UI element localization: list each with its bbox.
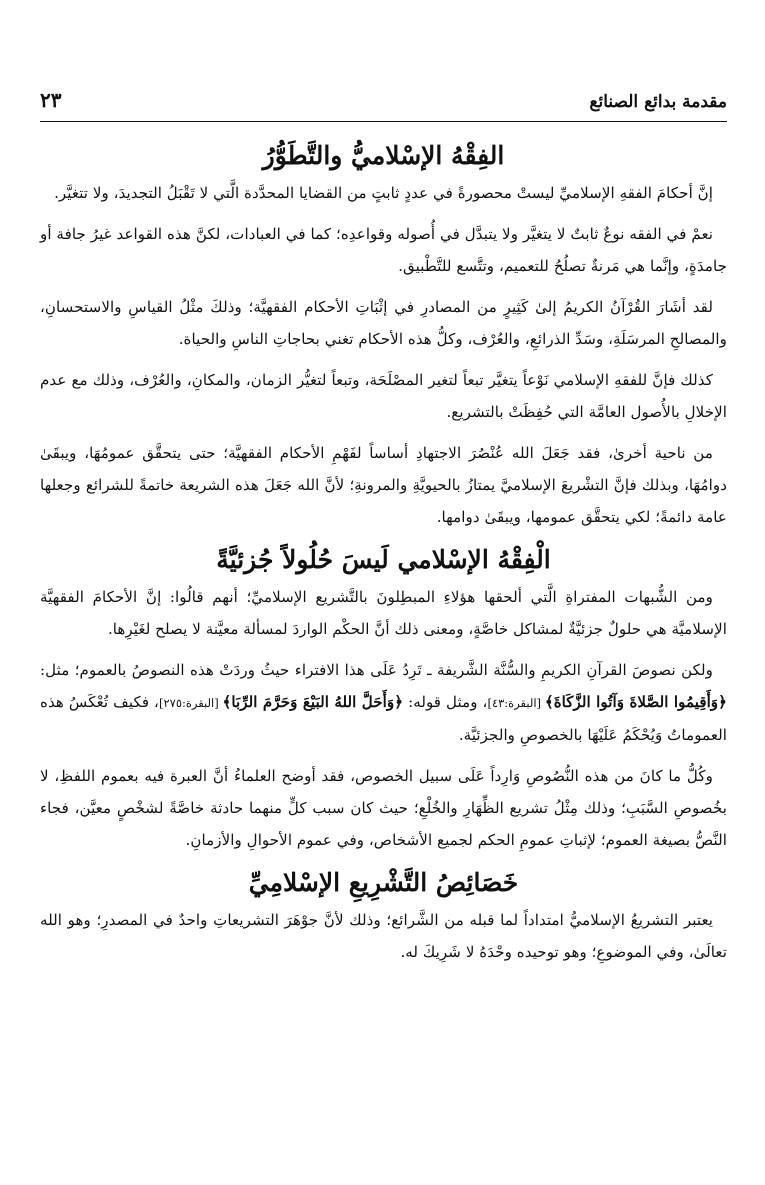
paragraph: من ناحية أخرىٰ، فقد جَعَلَ الله عُنْصُرَ الاجتهادِ أساساً لفَهْمِ الأحكام الفقهيَّة؛ حتى يتحقَّق عمومُهَا، ويبقَىٰ دوامُهَا، وبذلك فإنَّ التشْريعَ الإسلاميَّ يمتازُ بالحيويَّةِ والمرونةِ؛ لأنَّ الله جَعَلَ هذه الشريعة خاتمةً للشرائع وجعلها عامة دائمةً؛ لكي يتحقَّق عمومها، ويبقَىٰ دوامها. — [40, 444, 727, 526]
quran-paragraph — [40, 654, 727, 751]
text-run: ، فكيف تُعْكَسُ هذه العموماتُ وَيُحْكَمُ عَلَيْهَا بالخصوصِ والجزئيَّة. — [40, 693, 727, 744]
header-rule — [40, 121, 727, 122]
page-number: ٢٣ — [40, 88, 62, 112]
quran-verse: ﴿وَأَقِيمُوا الصَّلاةَ وَآتُوا الزَّكَاةَ﴾ — [544, 693, 728, 711]
verse-citation: [البقرة:٤٣] — [487, 696, 545, 710]
paragraph: ومن الشُّبهات المفتراةِ الَّتي ألحقها هؤلاءِ المبطِلونَ بالتَّشريع الإسلاميِّ؛ أنهم قالُوا: إنَّ الأحكامَ الفقهيَّة الإسلاميَّة هي حلولٌ جزئيَّةٌ لمشاكل خاصَّةٍ، ومعنى ذلك أنَّ الحكْم الواردَ لمسألة معيَّنة لا يصلح لغَيْرِها. — [40, 588, 727, 638]
section-not-partial-solutions — [40, 542, 727, 856]
section-heading: الْفِقْهُ الإسْلامي لَيسَ حُلُولاً جُزئيَّةً — [216, 545, 551, 574]
text-run: ولكن نصوصَ القرآنِ الكريمِ والسُّنَّة الشَّريفة ـ تَرِدُ عَلَى هذا الافتراء حيثُ وردَتْ هذه النصوصُ بالعموم؛ مثل: — [40, 661, 713, 679]
section-characteristics — [40, 865, 727, 968]
paragraph: لقد أشَارَ القُرْآنُ الكريمُ إلىٰ كَثِيرٍ من المصادرِ في إثْبَاتِ الأحكام الفقهيَّة؛ وذلكَ مثْلُ القياسِ والاستحسانِ، والمصالحِ المرسَلَةِ، وسَدِّ الذرائعِ، والعُرْف، وكلُّ هذه الأحكام تغني بحاجاتِ الناسِ والحياة. — [40, 298, 727, 348]
paragraph: وكُلُّ ما كانَ من هذه النُّصُوصِ وَارِداً عَلَى سبيل الخصوص، فقد أوضح العلماءُ أنَّ العبرة فيه بعموم اللفظِ، لا بخُصوصِ السَّبَبِ؛ وذلك مِثْلُ تشريع الظِّهَارِ والخُلْعِ؛ حيث كان سبب كلٍّ منهما حادثة خاصَّةً لشخْصٍ معيَّن، فجاء النَّصُّ بصيغة العموم؛ لإثباتِ عمومِ الحكم لجميع الأشخاص، وفي عموم الأحوالِ والأزمانِ. — [40, 767, 727, 849]
paragraph: كذلك فإنَّ للفقهِ الإسلامي نَوْعاً يتغيَّر تبعاً لتغير المصْلَحَة، وتبعاً لتغيُّر الزمان، والمكانِ، والعُرْف، وذلك مع عدم الإخلالِ بالأُصول العامَّة التي حُفِظَتْ بالتشريع. — [40, 371, 727, 421]
section-heading: الفِقْهُ الإسْلاميُّ والتَّطَوُّرُ — [262, 141, 505, 170]
text-run: ، ومثل قوله: — [403, 693, 488, 711]
quran-verse: ﴿وَأَحَلَّ اللهُ البَيْعَ وَحَرَّمَ الرِّبَا﴾ — [222, 693, 404, 711]
verse-citation: [البقرة:٢٧٥] — [158, 696, 223, 710]
paragraph: يعتبر التشريعُ الإسلاميُّ امتداداً لما قبله من الشَّرائع؛ وذلك لأنَّ جوْهَرَ التشريعاتِ واحدٌ في المصدرِ؛ وهو الله تعالَىٰ، وفي الموضوعِ؛ وهو توحيده وحْدَهُ لا شَرِيكَ له. — [40, 911, 727, 961]
book-title: مقدمة بدائع الصنائع — [589, 92, 727, 112]
paragraph: نعمْ في الفقه نوعٌ ثابتٌ لا يتغيَّر ولا يتبدَّل في أُصوله وقواعدِه؛ كما في العبادات، لكنَّ هذه القواعد غيرُ جافة أو جامدَةٍ، وإنَّما هي مَرنةٌ تصلُحُ للتعميم، وتتَّسع للتَّطْبيق. — [40, 225, 727, 275]
section-fiqh-and-development — [40, 138, 727, 533]
paragraph: إنَّ أحكامَ الفقهِ الإسلاميِّ ليستْ محصورةً في عددٍ ثابتٍ من القضايا المحدَّدة الَّتي لا تَقْبَلُ التجديدَ، ولا تتغيَّر. — [54, 184, 713, 202]
running-header — [40, 88, 727, 112]
page-body — [40, 132, 727, 977]
section-heading: خَصَائِصُ التَّشْرِيعِ الإسْلامِيِّ — [248, 868, 519, 897]
